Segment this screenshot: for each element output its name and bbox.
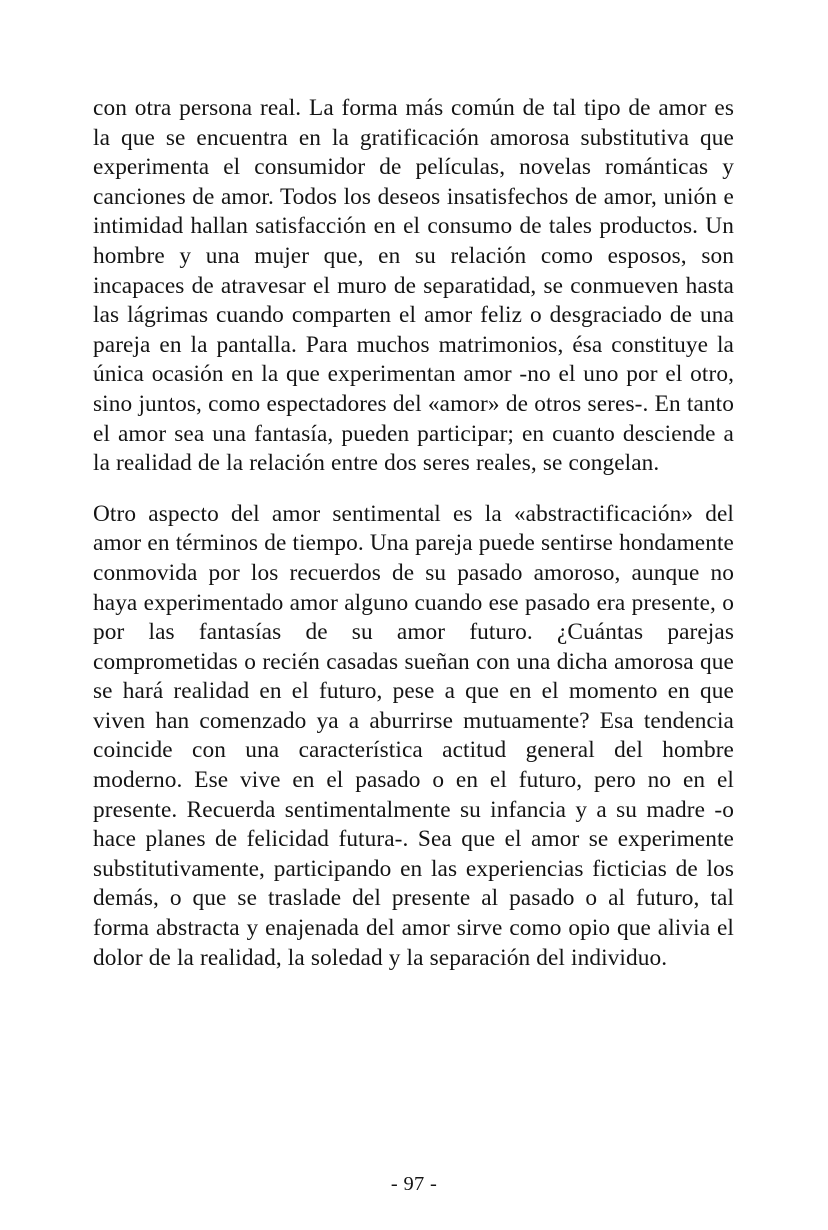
body-paragraph-1: con otra persona real. La forma más común de tal tipo de amor es la que se encuentra en la gratificación amorosa substitutiva que experimenta el consumidor de películas, novelas románticas y canciones de amor. Todos los deseos insatisfechos de amor, unión e intimidad hallan satisfacción en el consumo de tales productos. Un hombre y una mujer que, en su relación como esposos, son incapaces de atravesar el muro de separatidad, se conmueven hasta las lágrimas cuando comparten el amor feliz o desgraciado de una pareja en la pantalla. Para muchos matrimonios, ésa constituye la única ocasión en la que experimentan amor -no el uno por el otro, sino juntos, como espectadores del «amor» de otros seres-. En tanto el amor sea una fantasía, pueden participar; en cuanto desciende a la realidad de la relación entre dos seres reales, se congelan. <box>93 95 734 477</box>
page-number: - 97 - <box>390 1173 438 1195</box>
body-text-block <box>93 94 734 973</box>
body-paragraph-2: Otro aspecto del amor sentimental es la «abstractificación» del amor en términos de tiempo. Una pareja puede sentirse hondamente conmovida por los recuerdos de su pasado amoroso, aunque no haya experimentado amor alguno cuando ese pasado era presente, o por las fantasías de su amor futuro. ¿Cuántas parejas comprometidas o recién casadas sueñan con una dicha amorosa que se hará realidad en el futuro, pese a que en el momento en que viven han comenzado ya a aburrirse mutuamente? Esa tendencia coincide con una característica actitud general del hombre moderno. Ese vive en el pasado o en el futuro, pero no en el presente. Recuerda sentimentalmente su infancia y a su madre -o hace planes de felicidad futura-. Sea que el amor se experimente substitutivamente, participando en las experiencias ficticias de los demás, o que se traslade del presente al pasado o al futuro, tal forma abstracta y enajenada del amor sirve como opio que alivia el dolor de la realidad, la soledad y la separación del individuo. <box>93 500 734 971</box>
